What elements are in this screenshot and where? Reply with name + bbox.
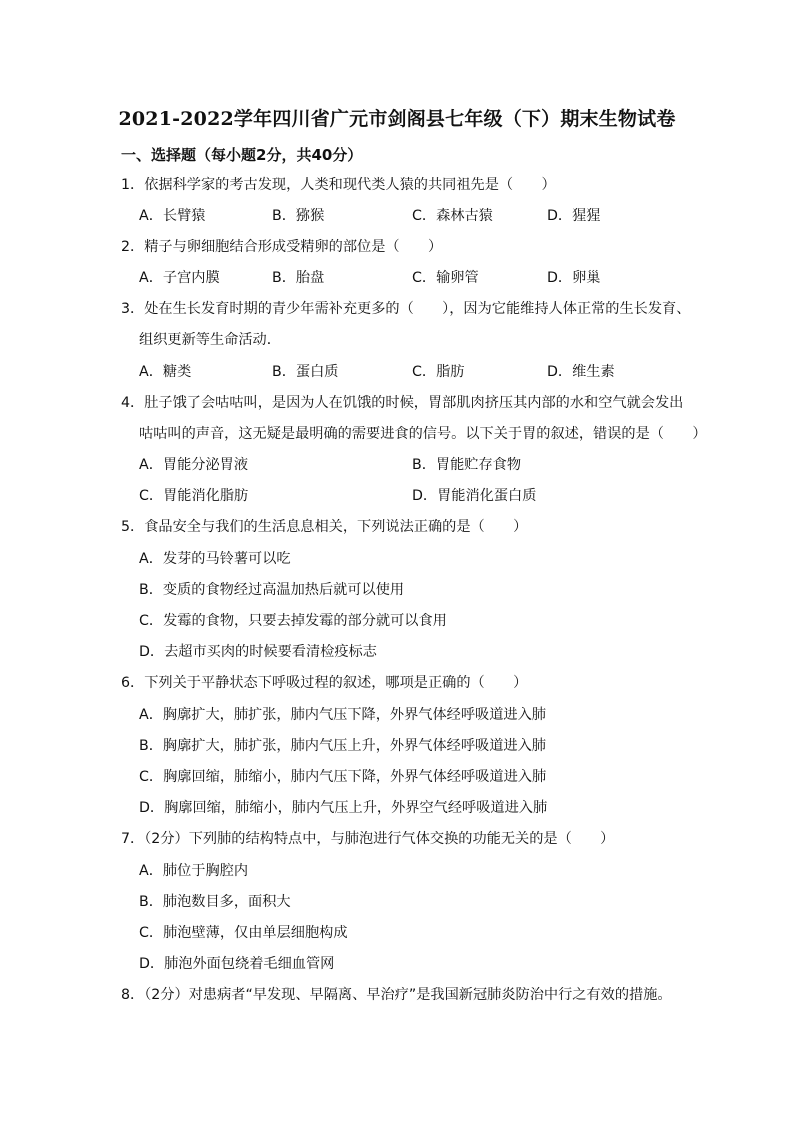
q3-option-b: B．蛋白质 bbox=[272, 364, 339, 380]
q1-option-d: D．猩猩 bbox=[547, 208, 601, 224]
q1-option-b: B．猕猴 bbox=[272, 208, 325, 224]
question-4-text-line-2: 咕咕叫的声音，这无疑是最明确的需要进食的信号。以下关于胃的叙述，错误的是（ ） bbox=[139, 426, 707, 442]
question-3-text-line-1: 3．处在生长发育时期的青少年需补充更多的（ ），因为它能维持人体正常的生长发育、 bbox=[121, 301, 691, 317]
question-4-text-line-1: 4．肚子饿了会咕咕叫，是因为人在饥饿的时候，胃部肌肉挤压其内部的水和空气就会发出 bbox=[121, 395, 684, 411]
q6-option-b: B．胸廓扩大，肺扩张，肺内气压上升，外界气体经呼吸道进入肺 bbox=[139, 738, 546, 754]
q5-option-d: D．去超市买肉的时候要看清检疫标志 bbox=[139, 644, 377, 660]
q5-option-b: B．变质的食物经过高温加热后就可以使用 bbox=[139, 582, 405, 598]
question-2-text: 2．精子与卵细胞结合形成受精卵的部位是（ ） bbox=[121, 239, 443, 255]
q6-option-a: A．胸廓扩大，肺扩张，肺内气压下降，外界气体经呼吸道进入肺 bbox=[139, 707, 546, 723]
question-3-text-line-2: 组织更新等生命活动． bbox=[139, 332, 281, 348]
question-6-text: 6．下列关于平静状态下呼吸过程的叙述，哪项是正确的（ ） bbox=[121, 675, 528, 691]
q5-option-a: A．发芽的马铃薯可以吃 bbox=[139, 551, 291, 567]
q2-option-b: B．胎盘 bbox=[272, 270, 325, 286]
q4-option-c: C．胃能消化脂肪 bbox=[139, 488, 249, 504]
q4-option-d: D．胃能消化蛋白质 bbox=[412, 488, 537, 504]
q1-option-a: A．长臂猿 bbox=[139, 208, 206, 224]
q6-option-c: C．胸廓回缩，肺缩小，肺内气压下降，外界气体经呼吸道进入肺 bbox=[139, 769, 547, 785]
q1-option-c: C．森林古猿 bbox=[412, 208, 493, 224]
q7-option-a: A．肺位于胸腔内 bbox=[139, 863, 249, 879]
q7-option-d: D．肺泡外面包绕着毛细血管网 bbox=[139, 956, 335, 972]
question-1-text: 1．依据科学家的考古发现，人类和现代类人猿的共同祖先是（ ） bbox=[121, 177, 556, 193]
exam-title: 2021-2022学年四川省广元市剑阁县七年级（下）期末生物试卷 bbox=[118, 108, 676, 130]
question-8-text: 8．（2分）对患病者“早发现、早隔离、早治疗”是我国新冠肺炎防治中行之有效的措施。 bbox=[121, 987, 672, 1003]
q5-option-c: C．发霉的食物，只要去掉发霉的部分就可以食用 bbox=[139, 613, 447, 629]
q7-option-c: C．肺泡壁薄，仅由单层细胞构成 bbox=[139, 925, 348, 941]
q2-option-c: C．输卵管 bbox=[412, 270, 479, 286]
question-5-text: 5．食品安全与我们的生活息息相关，下列说法正确的是（ ） bbox=[121, 519, 528, 535]
q4-option-b: B．胃能贮存食物 bbox=[412, 457, 522, 473]
q3-option-c: C．脂肪 bbox=[412, 364, 465, 380]
q2-option-d: D．卵巢 bbox=[547, 270, 601, 286]
q7-option-b: B．肺泡数目多，面积大 bbox=[139, 894, 291, 910]
section-heading: 一、选择题（每小题2分，共40分） bbox=[121, 146, 363, 164]
q4-option-a: A．胃能分泌胃液 bbox=[139, 457, 249, 473]
q3-option-a: A．糖类 bbox=[139, 364, 192, 380]
question-7-text: 7．（2分）下列肺的结构特点中，与肺泡进行气体交换的功能无关的是（ ） bbox=[121, 831, 615, 847]
q2-option-a: A．子宫内膜 bbox=[139, 270, 220, 286]
q6-option-d: D．胸廓回缩，肺缩小，肺内气压上升，外界空气经呼吸道进入肺 bbox=[139, 800, 548, 816]
q3-option-d: D．维生素 bbox=[547, 364, 615, 380]
